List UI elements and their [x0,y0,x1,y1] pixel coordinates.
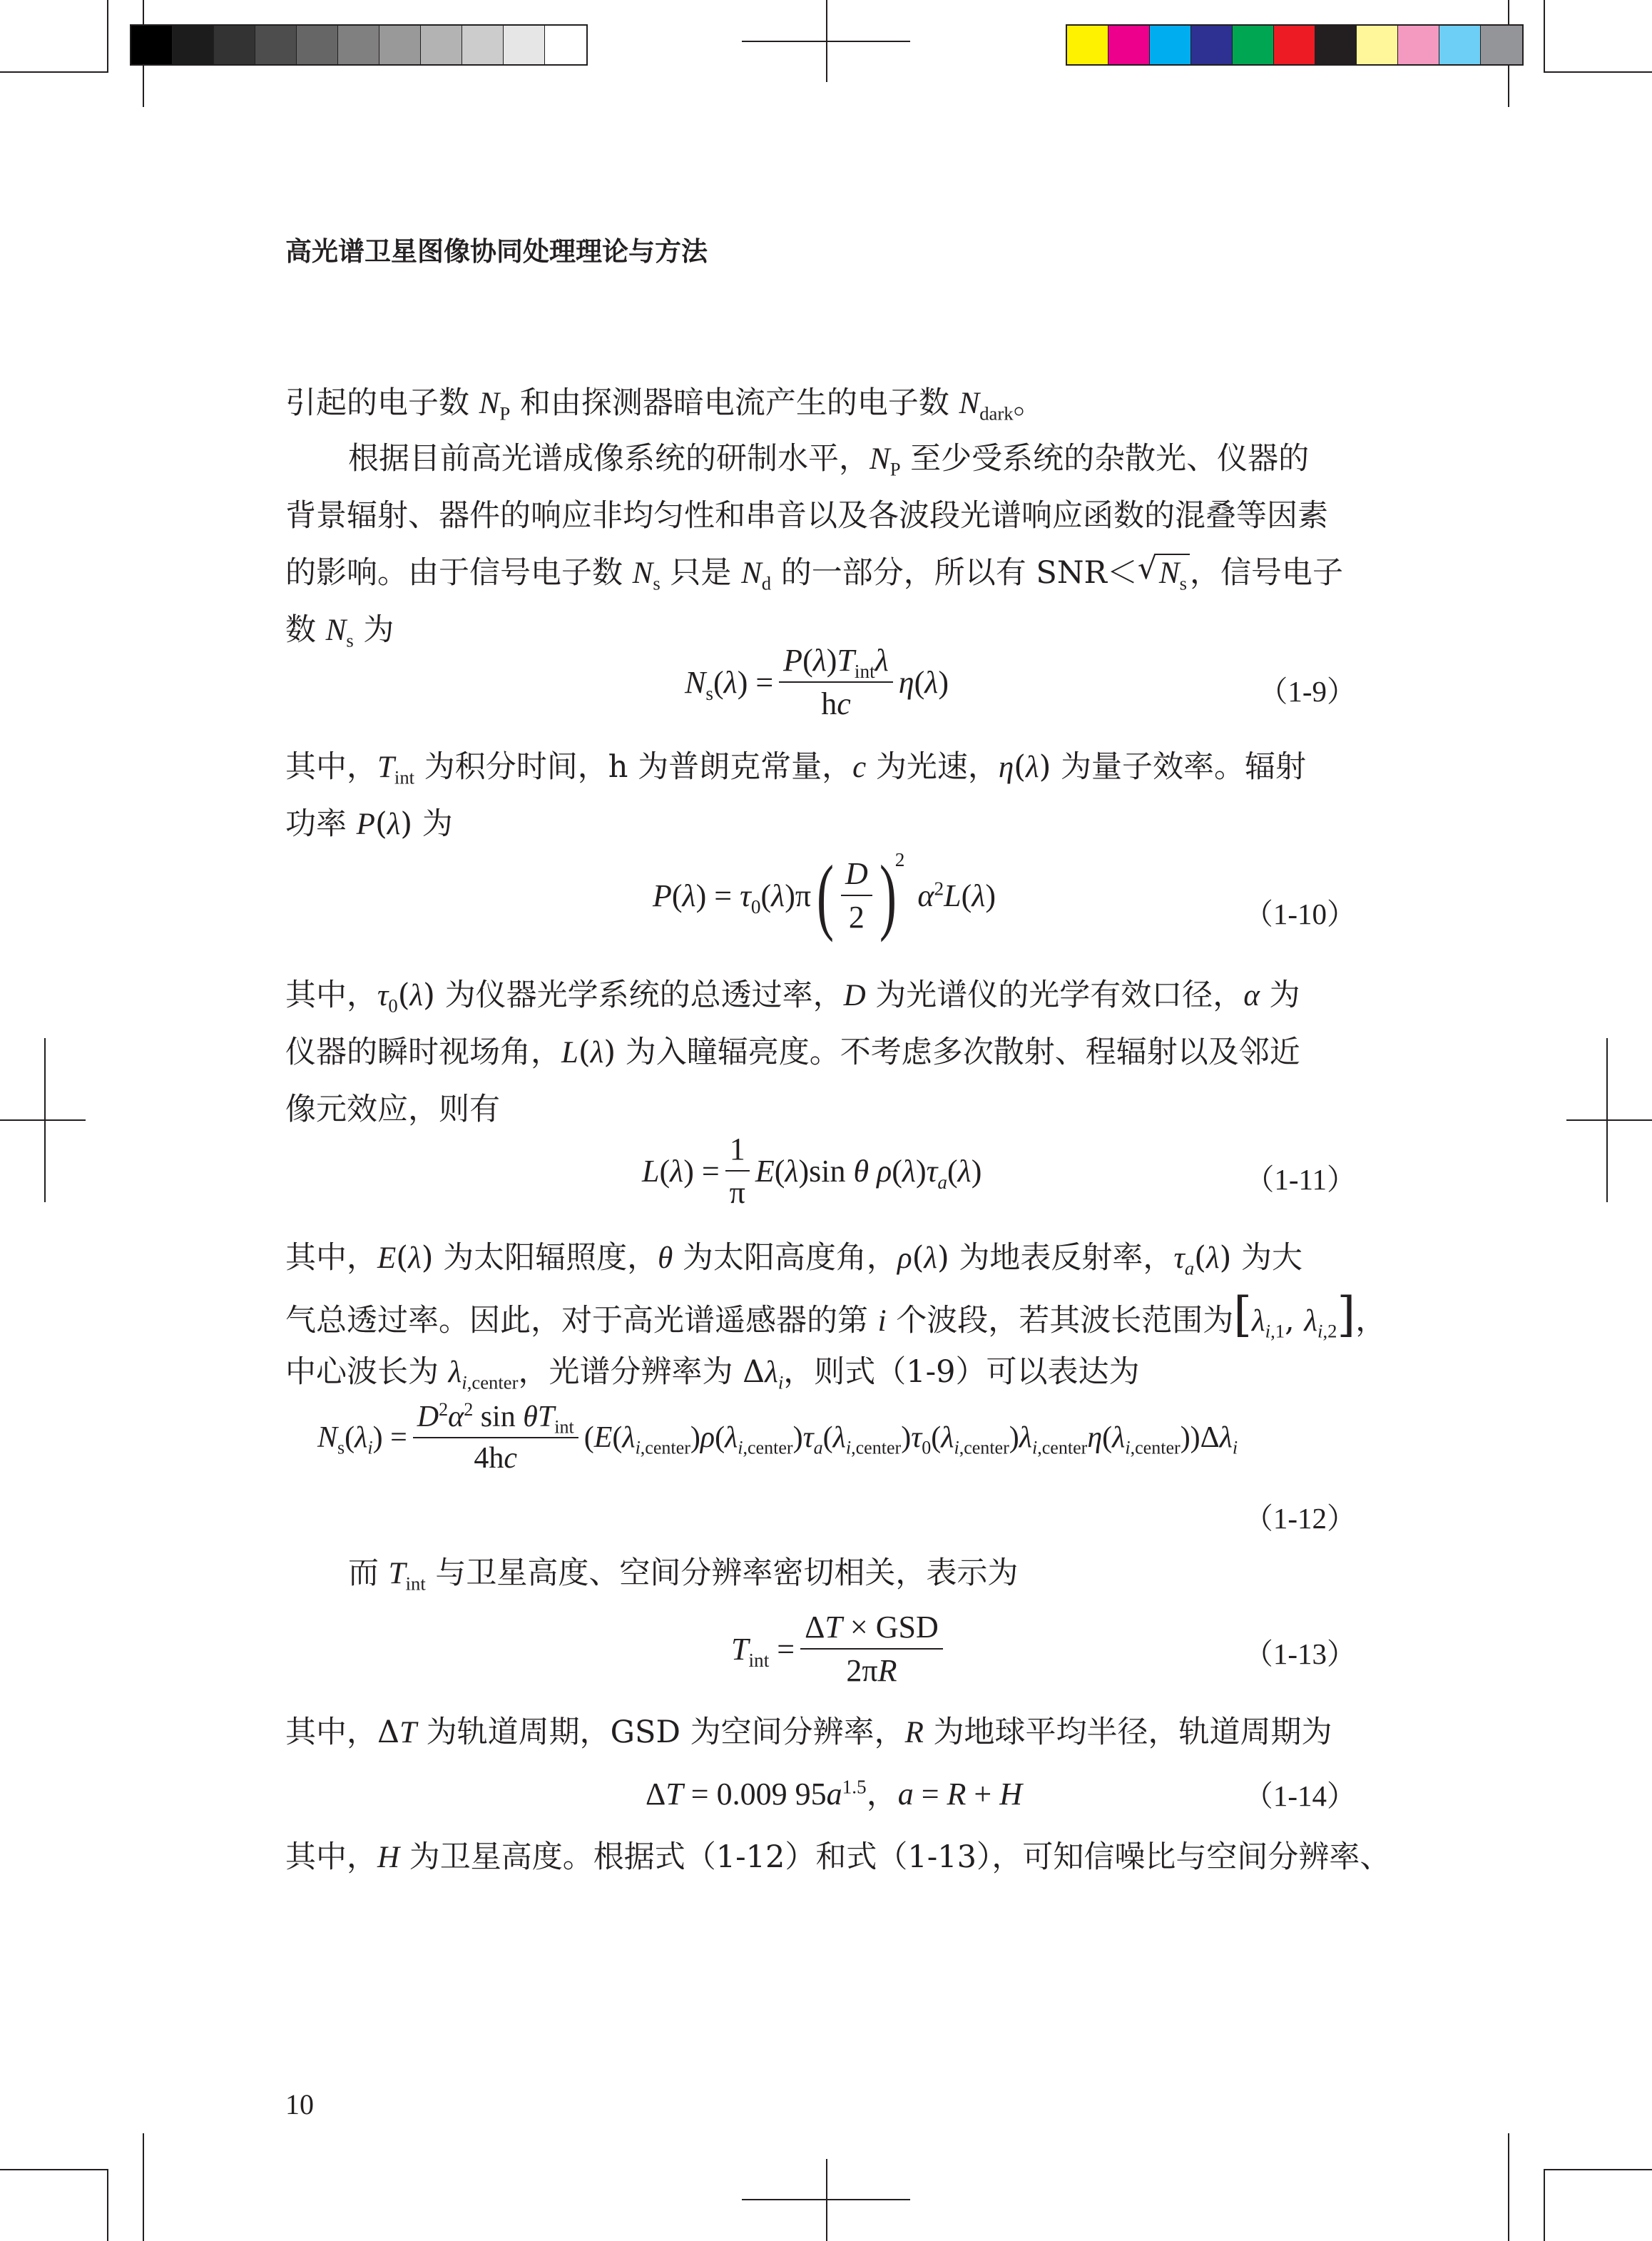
color-swatch [1108,26,1150,64]
equation-1-9: $N_s(\lambda)$ = $\frac{P(\lambda)T_{int}\lambda}{hc}$ η(λ) [685,643,949,721]
paragraph-8: 其中，H 为卫星高度。根据式（1-12）和式（1-13），可知信噪比与空间分辨率、 [285,1839,1391,1875]
color-swatch [1481,26,1522,64]
equation-1-13: $T_{int}$ = $\frac{\text{ΔT × GSD}}{2\pi R}$ [731,1609,949,1689]
equation-number: （1-12） [1243,1502,1356,1535]
equation-1-11: L(λ) = $\frac{1}{\pi}$ E(λ)sin θ $\rho(\lambda)\tau_a(\lambda)$ [642,1132,982,1210]
color-swatch [1150,26,1191,64]
equation-number: （1-14） [1243,1779,1356,1812]
gray-swatch [462,26,504,64]
gray-swatch [255,26,297,64]
equation-number: （1-9） [1258,675,1356,708]
equation-number: （1-10） [1243,898,1356,930]
equation-number: （1-13） [1243,1637,1356,1670]
gray-swatch [504,26,545,64]
color-swatch [1315,26,1357,64]
color-swatch [1439,26,1481,64]
paragraph-6: 而 $T_{int}$ 与卫星高度、空间分辨率密切相关，表示为 [348,1555,1019,1595]
paragraph-3: 其中，$T_{int}$ 为积分时间，h 为普朗克常量，c 为光速，η(λ) 为量子效率。辐射 功率 P(λ) 为 [285,749,1307,842]
paragraph-1: 引起的电子数 $N_P$ 和由探测器暗电流产生的电子数 $N_{dark}$。 [285,385,1044,425]
color-bar [1066,24,1524,66]
color-swatch [1067,26,1108,64]
gray-swatch [379,26,421,64]
equation-1-14: ΔT = 0.009 $95a^{1.5}$，a = R + H [646,1776,1023,1811]
running-header: 高光谱卫星图像协同处理理论与方法 [285,235,708,267]
paragraph-5: 其中，E(λ) 为太阳辐照度，θ 为太阳高度角，ρ(λ) 为地表反射率，$\tau_a(\lambda)$ 为大 气总透过率。因此，对于高光谱遥感器的第 i 个波段，若其波长范围为[$\lambda_{i,1}$, $\lambda_{i,2}$]， 中心波长为 $\lambda_{i,center}$，光谱分辨率为 $\Delta\lambda_i$，则式（1-9）可以表达为 [285,1240,1387,1393]
gray-swatch [214,26,255,64]
color-swatch [1191,26,1233,64]
color-swatch [1398,26,1439,64]
grayscale-bar [130,24,588,66]
gray-swatch [421,26,462,64]
equation-1-12: $N_s(\lambda_i)$ = $\frac{D^2\alpha^2 \sin \theta T_{int}}{4hc}$ $(E(\lambda_{i,center})\rho(\lambda_{i,center})\tau_a(\lambda_{i,center})\tau_0(\lambda_{i,center})\lambda_{i,center}\eta(\lambda_{i,center}))\Delta\lambda_i$ [317,1399,1238,1475]
gray-swatch [173,26,214,64]
color-swatch [1357,26,1398,64]
gray-swatch [338,26,379,64]
page-number: 10 [285,2088,314,2120]
paragraph-7: 其中，ΔT 为轨道周期，GSD 为空间分辨率，R 为地球平均半径，轨道周期为 [285,1714,1332,1750]
paragraph-4: 其中，$\tau_0(\lambda)$ 为仪器光学系统的总透过率，D 为光谱仪的光学有效口径，α 为 仪器的瞬时视场角，L(λ) 为入瞳辐亮度。不考虑多次散射、程辐射以及邻近 像元效应，则有 [285,977,1300,1127]
color-swatch [1274,26,1315,64]
gray-swatch [297,26,338,64]
color-swatch [1233,26,1274,64]
sqrt-ns: √ $N_s$ [1138,541,1190,606]
gray-swatch [545,26,586,64]
paragraph-2: 根据目前高光谱成像系统的研制水平，$N_P$ 至少受系统的杂散光、仪器的 背景辐射、器件的响应非均匀性和串音以及各波段光谱响应函数的混叠等因素 的影响。由于信号电子数 $N_s$ 只是 $N_d$ 的一部分，所以有 SNR＜ √ $N_s$，信号电子 数 $N_s$ 为 [285,441,1343,651]
gray-swatch [131,26,173,64]
equation-1-10: $P(\lambda) = \tau_0(\lambda)\pi$ ( $\frac{D}{2}$ ) $^2$ $\alpha^2L(\lambda)$ [653,848,996,942]
equation-number: （1-11） [1245,1163,1356,1196]
